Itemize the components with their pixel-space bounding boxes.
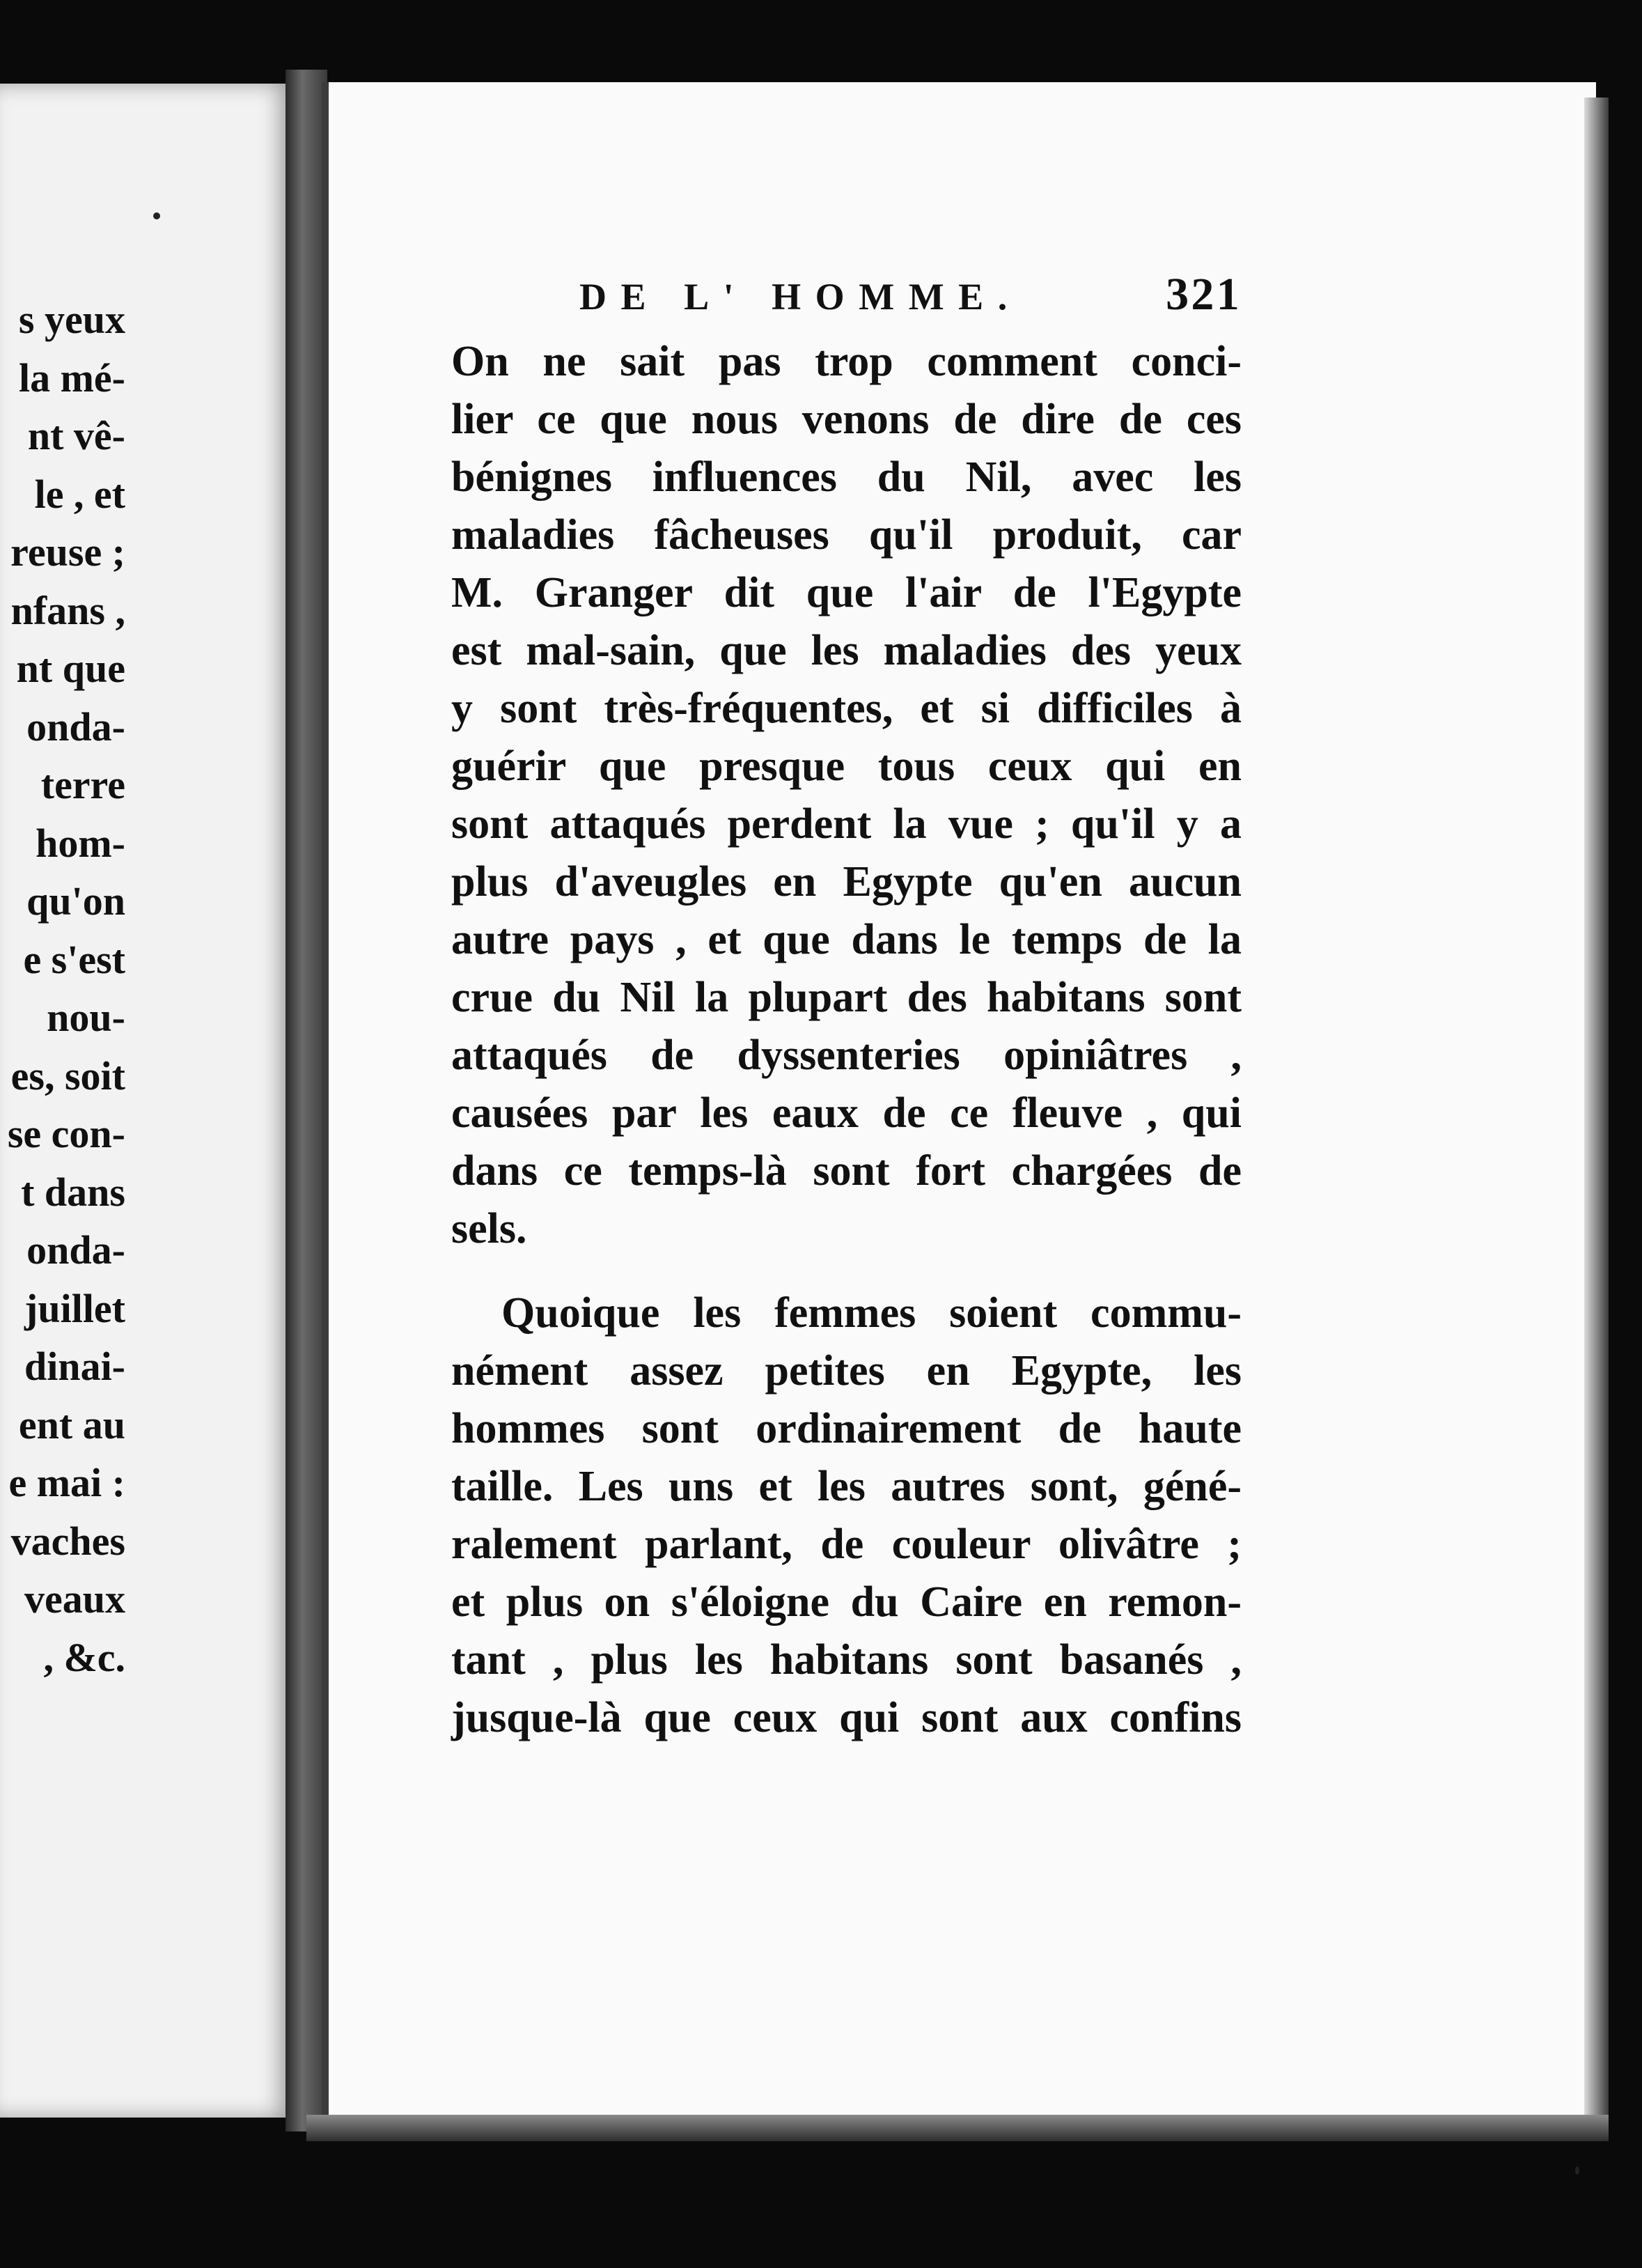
text-line: lier ce que nous venons de dire de ces <box>451 396 1242 443</box>
left-line: qu'on <box>26 878 125 924</box>
text-line: nément assez petites en Egypte, les <box>451 1347 1242 1395</box>
text-line: taille. Les uns et les autres sont, géné- <box>451 1463 1242 1510</box>
running-head <box>579 269 1242 324</box>
text-line: jusque-là que ceux qui sont aux confins <box>451 1694 1242 1741</box>
text-line: y sont très-fréquentes, et si difficiles à <box>451 685 1242 732</box>
text-line: dans ce temps-là sont fort chargées de <box>451 1147 1242 1195</box>
left-line: ent au <box>18 1401 125 1447</box>
text-line: est mal-sain, que les maladies des yeux <box>451 627 1242 674</box>
paragraph-2 <box>451 1284 1242 1747</box>
text-line: attaqués de dyssenteries opiniâtres , <box>451 1032 1242 1079</box>
paragraph-gap <box>451 1258 1242 1284</box>
text-line: sels. <box>451 1205 527 1252</box>
page-number: 321 <box>1166 269 1242 320</box>
page-edge <box>1584 98 1609 2125</box>
text-line: sont attaqués perdent la vue ; qu'il y a <box>451 800 1242 848</box>
body-text <box>451 333 1242 1747</box>
left-line: onda- <box>26 704 125 749</box>
left-line: nou- <box>47 995 125 1040</box>
text-line: On ne sait pas trop comment conci- <box>451 338 1242 385</box>
left-line: onda- <box>26 1227 125 1273</box>
paragraph-1 <box>451 333 1242 1258</box>
ink-speck <box>1575 2166 1579 2175</box>
left-line: veaux <box>24 1576 125 1622</box>
left-line: , &c. <box>43 1634 125 1680</box>
left-line: e s'est <box>23 936 125 982</box>
left-line: nfans , <box>10 587 125 633</box>
text-line: crue du Nil la plupart des habitans sont <box>451 974 1242 1021</box>
left-page-fragment <box>0 84 292 2118</box>
left-line: e mai : <box>8 1460 125 1505</box>
text-line: autre pays , et que dans le temps de la <box>451 916 1242 963</box>
text-line: Quoique les femmes soient commu- <box>501 1289 1242 1337</box>
text-line: bénignes influences du Nil, avec les <box>451 453 1242 501</box>
left-line: hom- <box>36 820 125 866</box>
left-line: reuse ; <box>10 529 125 575</box>
text-line: plus d'aveugles en Egypte qu'en aucun <box>451 858 1242 906</box>
left-line: nt vê- <box>27 413 125 458</box>
page-bottom-edge <box>306 2115 1609 2141</box>
left-line: juillet <box>24 1285 125 1331</box>
text-line: guérir que presque tous ceux qui en <box>451 743 1242 790</box>
running-head-title: DE L' HOMME. <box>579 276 1022 318</box>
left-line: la mé- <box>19 355 125 401</box>
left-line: dinai- <box>24 1344 125 1389</box>
left-line: vaches <box>10 1518 125 1564</box>
ink-speck <box>153 212 160 219</box>
text-line: M. Granger dit que l'air de l'Egypte <box>451 569 1242 616</box>
text-line: et plus on s'éloigne du Caire en remon- <box>451 1578 1242 1626</box>
text-line: tant , plus les habitans sont basanés , <box>451 1636 1242 1684</box>
left-line: t dans <box>21 1169 125 1215</box>
text-line: ralement parlant, de couleur olivâtre ; <box>451 1521 1242 1568</box>
text-line: causées par les eaux de ce fleuve , qui <box>451 1089 1242 1137</box>
left-line: terre <box>40 762 125 807</box>
left-line: s yeux <box>18 297 125 342</box>
text-line: hommes sont ordinairement de haute <box>451 1405 1242 1452</box>
book-gutter <box>286 70 327 2131</box>
text-line: maladies fâcheuses qu'il produit, car <box>451 511 1242 559</box>
left-line: se con- <box>7 1111 125 1156</box>
left-line: es, soit <box>10 1053 125 1098</box>
left-line: le , et <box>34 471 125 517</box>
left-line: nt que <box>16 646 125 691</box>
